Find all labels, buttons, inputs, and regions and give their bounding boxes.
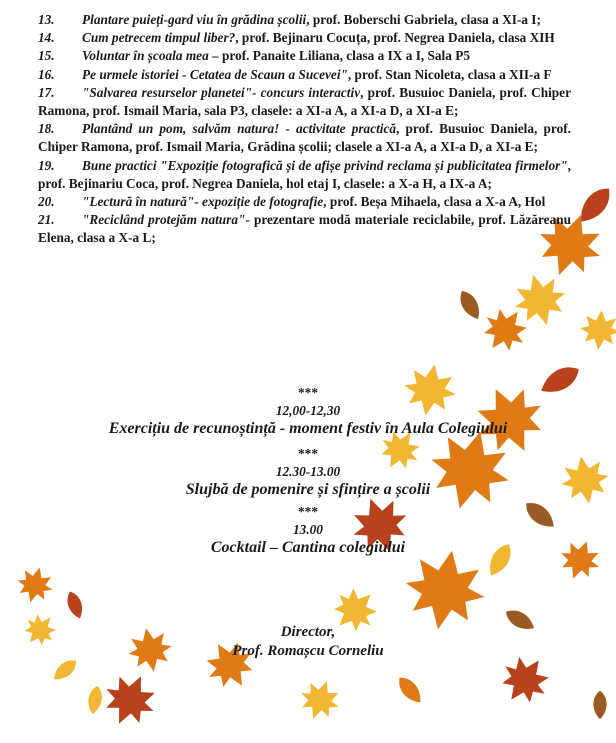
schedule-time: 12.30-13.00 — [275, 464, 341, 479]
schedule-event: Cocktail – Cantina colegiului — [210, 539, 406, 556]
list-item: 21. "Reciclând protejăm natura"- prezentare modă materiale reciclabile, prof. Lăzăreanu Elena, clasa a X-a L; — [38, 212, 571, 246]
separator-stars: *** — [298, 385, 318, 400]
schedule-event: Exercițiu de recunoștință - moment festiv în Aula Colegiului — [108, 420, 508, 437]
list-item: 16. Pe urmele istoriei - Cetatea de Scaun a Sucevei", prof. Stan Nicoleta, clasa a XII-a F — [38, 66, 552, 82]
list-item: 19. Bune practici "Expoziție fotografică și de afișe privind reclama și publicitatea firmelor", prof. Bejinariu Coca, prof. Negrea Daniela, hol etaj I, clasele: a X-a H, a IX-a A; — [38, 157, 571, 191]
activity-list — [38, 11, 571, 248]
signature-role: Director, — [280, 624, 336, 640]
schedule-block-2 — [0, 445, 616, 499]
list-item: 13. Plantare puieți-gard viu în grădina școlii, prof. Boberschi Gabriela, clasa a XI-a I; — [38, 12, 541, 27]
schedule-block-1 — [0, 384, 616, 438]
list-item: 20. "Lectură în natură"- expoziție de fotografie, prof. Beșa Mihaela, clasa a X-a A, Hol — [38, 194, 546, 210]
list-item: 14. Cum petrecem timpul liber?, prof. Bejinaru Cocuța, prof. Negrea Daniela, clasa XIH — [38, 30, 555, 46]
schedule-event: Slujbă de pomenire și sfințire a școlii — [185, 481, 431, 498]
list-item: 18. Plantând un pom, salvăm natura! - activitate practică, prof. Busuioc Daniela, prof. Chiper Ramona, prof. Ismail Maria, Grădina școlii; clasele a XI-a A, a XI-a D, a XI-a E; — [38, 121, 571, 155]
separator-stars: *** — [298, 504, 318, 519]
signature-name: Prof. Romașcu Corneliu — [232, 643, 384, 659]
schedule-time: 12,00-12,30 — [275, 403, 341, 418]
list-item: 17. "Salvarea resurselor planetei"- concurs interactiv, prof. Busuioc Daniela, prof. Chiper Ramona, prof. Ismail Maria, sala P3, clasele: a XI-a A, a XI-a D, a XI-a E; — [38, 84, 571, 119]
schedule-time: 13.00 — [293, 522, 323, 537]
signature-block — [0, 623, 616, 661]
list-item: 15. Voluntar în școala mea – prof. Panaite Liliana, clasa a IX a I, Sala P5 — [38, 48, 470, 64]
separator-stars: *** — [298, 446, 318, 461]
schedule-block-3 — [0, 503, 616, 557]
